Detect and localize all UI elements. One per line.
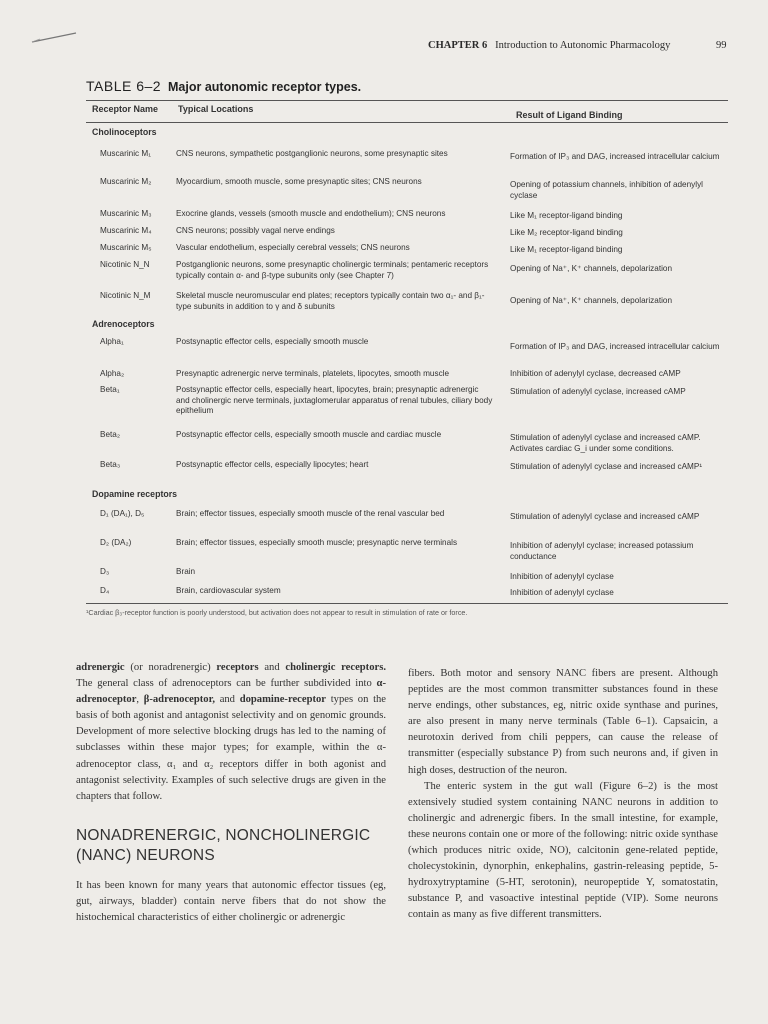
section-cholinoceptors: Cholinoceptors — [92, 127, 157, 137]
receptor-name: D₂ (DA₂) — [100, 538, 132, 547]
ligand-result: Formation of IP₃ and DAG, increased intracellular calcium — [510, 152, 720, 161]
paragraph-nanc-intro: It has been known for many years that autonomic effector tissues (eg, gut, airways, bladder) contain nerve fibers that do not show the histochemical characteristics of either cholinergic or adrenergic — [76, 880, 386, 924]
receptor-locations: Exocrine glands, vessels (smooth muscle and endothelium); CNS neurons — [176, 209, 446, 218]
receptor-name: D₄ — [100, 586, 110, 595]
receptor-locations: Skeletal muscle neuromuscular end plates; receptors typically contain two α₁- and β₁-type subunits in addition to γ and δ subunits — [176, 291, 485, 311]
receptor-name: Muscarinic M₁ — [100, 149, 151, 158]
ligand-result: Formation of IP₃ and DAG, increased intracellular calcium — [510, 342, 720, 351]
ligand-result: Stimulation of adenylyl cyclase and increased cAMP — [510, 512, 700, 521]
receptor-name: Nicotinic N_N — [100, 260, 150, 269]
receptor-locations: Myocardium, smooth muscle, some presynaptic sites; CNS neurons — [176, 177, 422, 186]
section-heading-nanc: NONADRENERGIC, NONCHOLINERGIC (NANC) NEURONS — [76, 827, 371, 864]
table-header-rule — [86, 122, 728, 123]
receptor-locations: Vascular endothelium, especially cerebral vessels; CNS neurons — [176, 243, 410, 252]
receptor-name: Beta₃ — [100, 460, 121, 469]
ligand-result: Inhibition of adenylyl cyclase, decreased cAMP — [510, 369, 681, 378]
table-number: TABLE 6–2 — [86, 78, 162, 94]
ligand-result: Like M₂ receptor-ligand binding — [510, 228, 623, 237]
receptor-locations: CNS neurons, sympathetic postganglionic neurons, some presynaptic sites — [176, 149, 448, 158]
receptor-locations: Postsynaptic effector cells, especially smooth muscle and cardiac muscle — [176, 430, 442, 439]
receptor-name: D₃ — [100, 567, 110, 576]
receptor-name: Muscarinic M₄ — [100, 226, 152, 235]
receptor-name: Muscarinic M₅ — [100, 243, 152, 252]
ligand-result: Like M₁ receptor-ligand binding — [510, 245, 623, 254]
receptor-name: Alpha₁ — [100, 337, 124, 346]
chapter-label: CHAPTER 6 — [428, 40, 488, 51]
receptor-locations: Presynaptic adrenergic nerve terminals, platelets, lipocytes, smooth muscle — [176, 369, 450, 378]
ligand-result: Inhibition of adenylyl cyclase; increased potassium conductance — [510, 541, 694, 561]
table-bottom-rule — [86, 603, 728, 604]
ligand-result: Inhibition of adenylyl cyclase — [510, 588, 614, 597]
right-column — [408, 666, 718, 924]
receptor-locations: Brain — [176, 567, 196, 576]
ligand-result: Like M₁ receptor-ligand binding — [510, 211, 623, 220]
paragraph-enteric-system: The enteric system in the gut wall (Figure 6–2) is the most extensively studied system containing NANC neurons in addition to cholinergic and adrenergic fibers. In the small intestine, for example, these neurons contain one or more of the following: nitric oxide synthase (which produces nitric oxide, NO), calcitonin gene-related peptide, cholecystokinin, dynorphin, enkephalins, gastrin-releasing peptide, 5-hydroxytryptamine (5-HT, serotonin), neuropeptide Y, somatostatin, substance P, and vasoactive intestinal peptide (VIP). Some neurons contain as many as five different transmitters. — [408, 780, 718, 921]
table-top-rule — [86, 100, 728, 101]
receptor-locations: Postganglionic neurons, some presynaptic cholinergic terminals; pentameric receptors typically contain α- and β-type subunits only (see Chapter 7) — [176, 260, 489, 280]
receptor-name: Muscarinic M₂ — [100, 177, 152, 186]
paragraph-nanc-fibers: fibers. Both motor and sensory NANC fibers are present. Although peptides are the most common transmitter substances found in these nerve endings, other substances, eg, nitric oxide synthase and purines, are also present in many nerve terminals (Table 6–1). Capsaicin, a neurotoxin derived from chili peppers, can cause the release of transmitter (especially substance P) from such neurons and, if given in high doses, destruction of the neuron. — [408, 668, 718, 776]
column-header-receptor: Receptor Name — [92, 104, 159, 114]
ligand-result: Stimulation of adenylyl cyclase and increased cAMP. Activates cardiac G_i under some conditions. — [510, 433, 701, 453]
column-header-locations: Typical Locations — [178, 104, 254, 114]
section-adrenoceptors: Adrenoceptors — [92, 319, 155, 329]
ligand-result: Stimulation of adenylyl cyclase and increased cAMP¹ — [510, 462, 703, 471]
receptor-locations: Postsynaptic effector cells, especially smooth muscle — [176, 337, 369, 346]
ligand-result: Stimulation of adenylyl cyclase, increased cAMP — [510, 387, 686, 396]
receptor-locations: Brain, cardiovascular system — [176, 586, 281, 595]
receptor-name: Beta₂ — [100, 430, 121, 439]
receptor-locations: CNS neurons; possibly vagal nerve endings — [176, 226, 335, 235]
receptor-locations: Postsynaptic effector cells, especially heart, lipocytes, brain; presynaptic adrenergic and cholinergic nerve terminals, juxtaglomerular apparatus of renal tubules, ciliary body epithelium — [176, 385, 493, 415]
ligand-result: Opening of potassium channels, inhibition of adenylyl cyclase — [510, 180, 703, 200]
chapter-heading — [428, 40, 670, 51]
receptor-name: D₁ (DA₁), D₅ — [100, 509, 145, 518]
ligand-result: Inhibition of adenylyl cyclase — [510, 572, 614, 581]
left-column-bottom — [76, 878, 386, 926]
left-column-top — [76, 660, 386, 805]
receptor-locations: Brain; effector tissues, especially smooth muscle of the renal vascular bed — [176, 509, 445, 518]
pen-stroke-mark — [30, 30, 78, 44]
receptor-locations: Postsynaptic effector cells, especially lipocytes; heart — [176, 460, 369, 469]
paragraph-receptor-classes: adrenergic (or noradrenergic) receptors and cholinergic receptors. The general class of adrenoceptors can be further subdivided into α-adrenoceptor, β-adrenoceptor, and dopamine-receptor types on the basis of both agonist and antagonist selectivity and on genomic grounds. Development of more selective blocking drugs has led to the naming of subclasses within these major types; for example, within the α-adrenoceptor class, α₁ and α₂ receptors differ in both agonist and antagonist selectivity. Examples of such selective drugs are given in the chapters that follow. — [76, 662, 387, 802]
section-dopamine-receptors: Dopamine receptors — [92, 489, 178, 499]
table-footnote: ¹Cardiac β₃-receptor function is poorly understood, but activation does not appear to result in stimulation of rate or force. — [86, 608, 468, 617]
receptor-name: Beta₁ — [100, 385, 120, 394]
table-title — [86, 78, 361, 94]
ligand-result: Opening of Na⁺, K⁺ channels, depolarization — [510, 296, 673, 305]
receptor-name: Muscarinic M₃ — [100, 209, 152, 218]
chapter-title: Introduction to Autonomic Pharmacology — [495, 40, 671, 51]
receptor-name: Alpha₂ — [100, 369, 125, 378]
table-caption: Major autonomic receptor types. — [168, 80, 362, 94]
receptor-locations: Brain; effector tissues, especially smooth muscle; presynaptic nerve terminals — [176, 538, 458, 547]
column-header-result: Result of Ligand Binding — [516, 110, 623, 120]
page-number: 99 — [716, 40, 727, 51]
receptor-name: Nicotinic N_M — [100, 291, 151, 300]
ligand-result: Opening of Na⁺, K⁺ channels, depolarization — [510, 264, 673, 273]
